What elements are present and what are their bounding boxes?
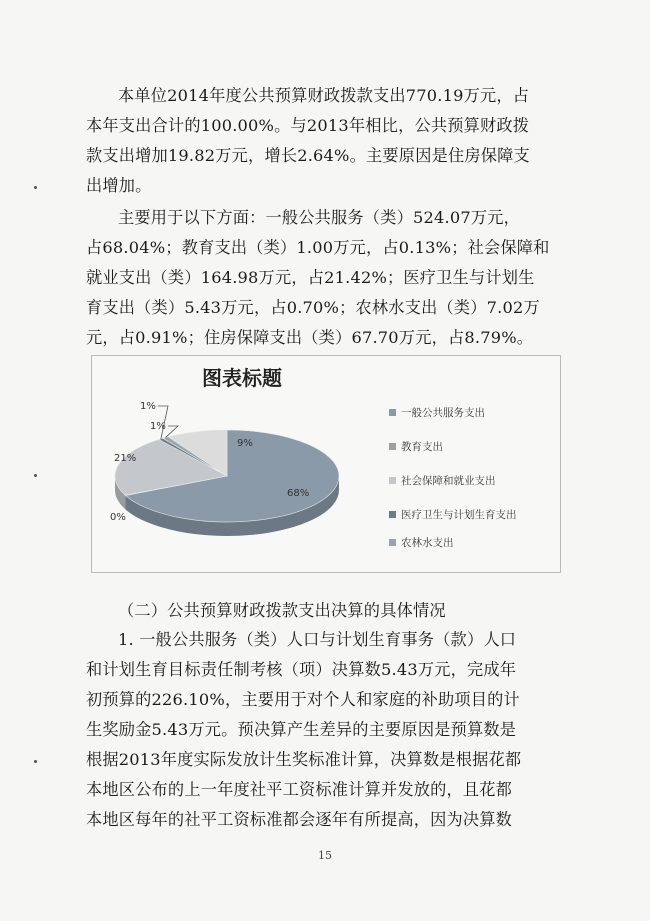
data-label: 9% (237, 438, 253, 449)
text-line: 1. 一般公共服务（类）人口与计划生育事务（款）人口 (118, 630, 517, 649)
legend-label: 教育支出 (401, 441, 443, 453)
legend-swatch (389, 409, 396, 416)
data-label: 1% (140, 401, 156, 412)
paragraph-general-services-detail (86, 625, 566, 835)
data-label: 68% (287, 488, 310, 499)
legend-item (389, 440, 559, 454)
text-line: 本单位2014年度公共预算财政拨款支出770.19万元，占 (118, 86, 530, 105)
data-label: 1% (150, 421, 166, 432)
legend-swatch (389, 477, 396, 484)
text-line: 初预算的226.10%，主要用于对个人和家庭的补助项目的计 (86, 690, 520, 709)
chart-legend (389, 406, 559, 570)
legend-label: 社会保障和就业支出 (401, 475, 496, 487)
legend-item (389, 406, 559, 420)
text-line: 款支出增加19.82万元，增长2.64%。主要原因是住房保障支 (86, 146, 530, 165)
text-line: 占68.04%；教育支出（类）1.00万元，占0.13%；社会保障和 (86, 238, 550, 257)
text-line: 本年支出合计的100.00%。与2013年相比，公共预算财政拨 (86, 116, 530, 135)
legend-label: 农林水支出 (401, 537, 454, 549)
data-label: 21% (114, 453, 137, 464)
text-line: 就业支出（类）164.98万元，占21.42%；医疗卫生与计划生 (86, 268, 535, 287)
text-line: 生奖励金5.43万元。预决算产生差异的主要原因是预算数是 (86, 720, 517, 739)
text-line: 出增加。 (86, 176, 152, 195)
legend-item (389, 508, 559, 522)
scan-mark (34, 186, 37, 189)
text-line: 和计划生育目标责任制考核（项）决算数5.43万元，完成年 (86, 660, 517, 679)
paragraph-expenditure-breakdown (86, 203, 566, 353)
scan-mark (34, 474, 37, 477)
text-line: 本地区每年的社平工资标准都会逐年有所提高，因为决算数 (86, 810, 513, 829)
legend-swatch (389, 443, 396, 450)
legend-label: 一般公共服务支出 (401, 407, 485, 419)
text-line: 本地区公布的上一年度社平工资标准计算并发放的，且花都 (86, 780, 513, 799)
section-heading: （二）公共预算财政拨款支出决算的具体情况 (118, 601, 446, 620)
chart-title: 图表标题 (202, 366, 282, 390)
scan-mark (34, 760, 37, 763)
legend-item (389, 536, 559, 550)
text-line: 主要用于以下方面：一般公共服务（类）524.07万元， (118, 208, 520, 227)
data-label: 0% (110, 512, 126, 523)
legend-label: 医疗卫生与计划生育支出 (401, 509, 517, 521)
legend-item (389, 474, 559, 488)
text-line: 育支出（类）5.43万元，占0.70%；农林水支出（类）7.02万 (86, 298, 540, 317)
legend-swatch (389, 539, 396, 546)
pie-chart-canvas (92, 356, 392, 572)
paragraph-expenditure-summary (86, 81, 566, 201)
page-number: 15 (318, 849, 332, 862)
pie-chart (91, 355, 561, 573)
text-line: 根据2013年度实际发放计生奖标准计算，决算数是根据花都 (86, 750, 522, 769)
legend-swatch (389, 511, 396, 518)
text-line: 元，占0.91%；住房保障支出（类）67.70万元，占8.79%。 (86, 328, 534, 347)
